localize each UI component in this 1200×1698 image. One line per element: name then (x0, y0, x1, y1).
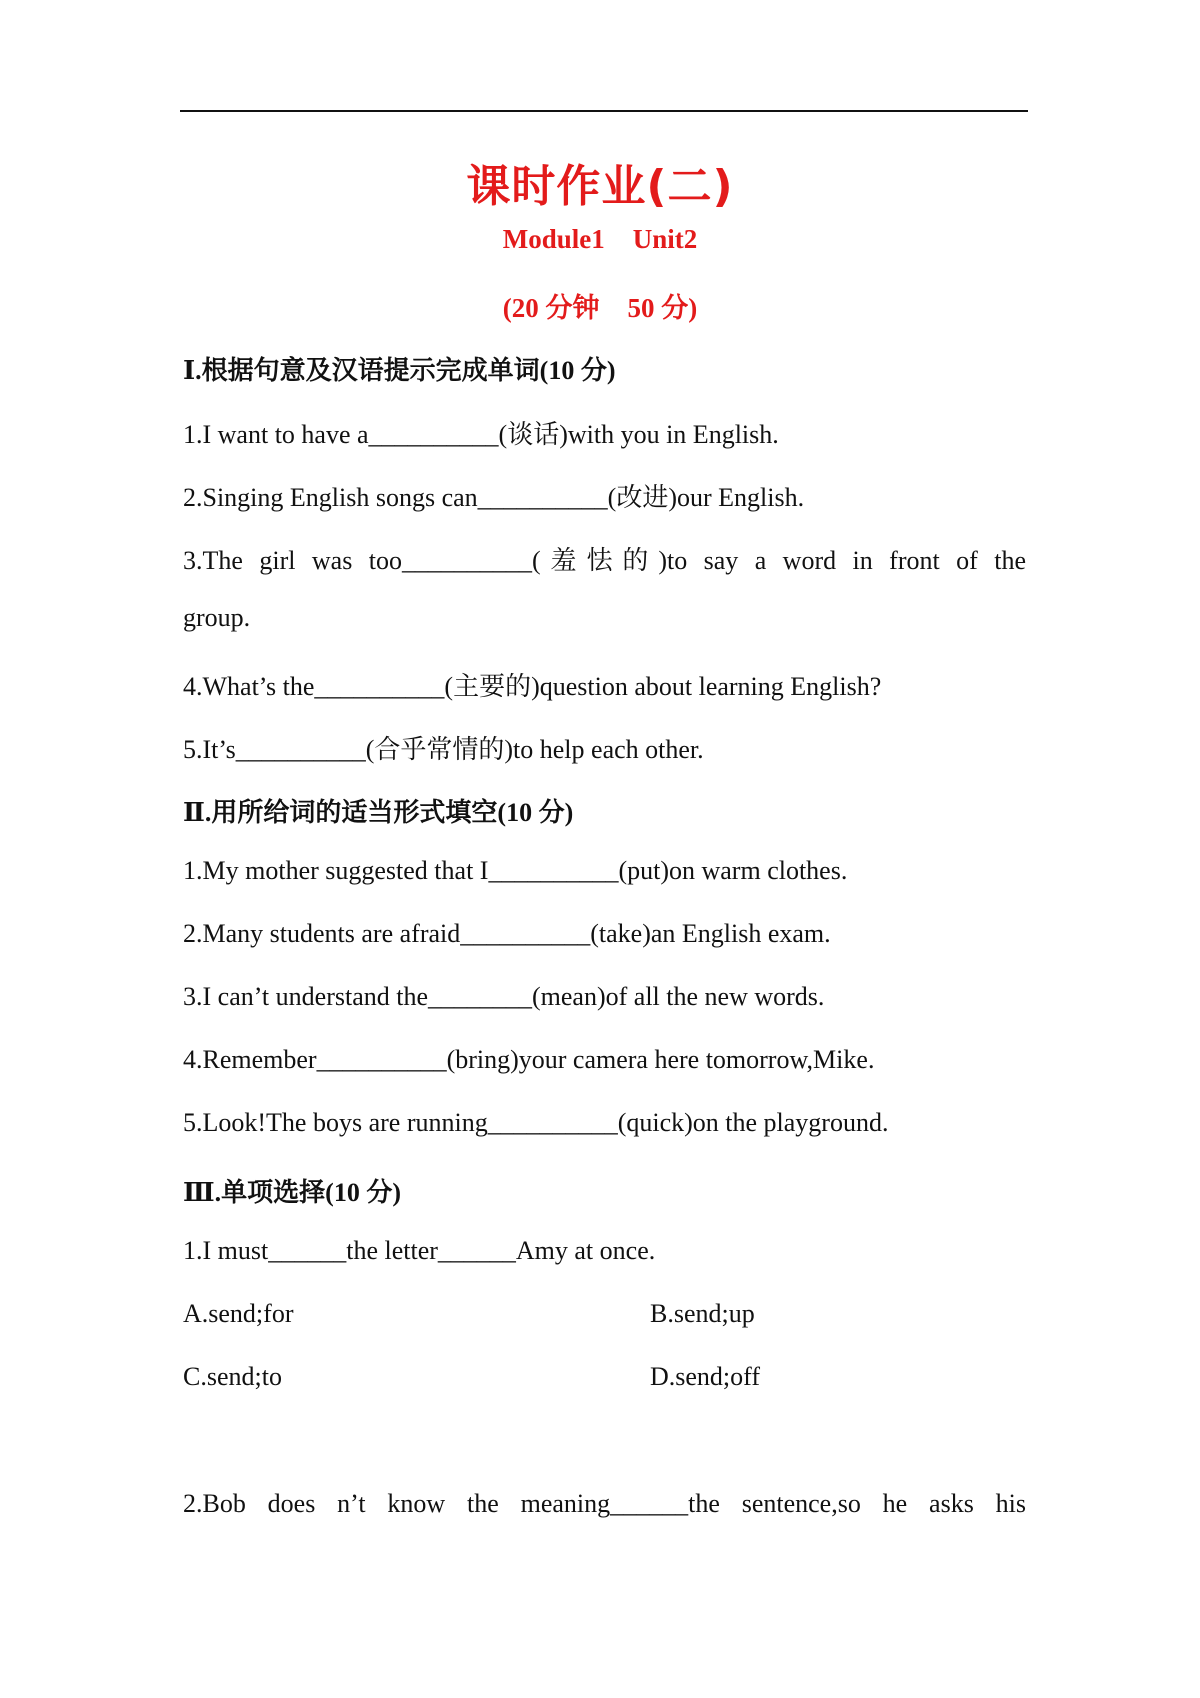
score-label: 50 分) (627, 293, 698, 323)
unit-label: Unit2 (632, 224, 698, 254)
section-2-item-4: 4.Remember__________(bring)your camera here tomorrow,Mike. (183, 1045, 875, 1074)
time-score-line (0, 286, 1200, 325)
section-2-item-3: 3.I can’t understand the________(mean)of all the new words. (183, 982, 825, 1011)
top-rule (180, 110, 1028, 112)
question-1-option-c: C.send;to (183, 1362, 282, 1391)
section-1-item-5: 5.It’s__________(合乎常情的)to help each other. (183, 735, 704, 764)
section-1-heading: Ⅰ.根据句意及汉语提示完成单词(10 分) (183, 356, 616, 385)
question-1-option-b: B.send;up (650, 1299, 755, 1328)
time-label: (20 分钟 (502, 293, 600, 323)
page-title: 课时作业(二) (466, 161, 734, 212)
section-1-item-3-continued: group. (183, 603, 251, 632)
module-label: Module1 (502, 224, 605, 254)
section-2-heading: Ⅱ.用所给词的适当形式填空(10 分) (183, 798, 574, 827)
section-2-item-5: 5.Look!The boys are running__________(quick)on the playground. (183, 1108, 889, 1137)
question-1-option-a: A.send;for (183, 1299, 294, 1328)
module-unit-line (0, 224, 1200, 255)
section-1-item-3: 3.The girl was too__________(羞怯的)to say a word in front of the (183, 546, 1026, 575)
section-1-item-4: 4.What’s the__________(主要的)question about learning English? (183, 672, 882, 701)
section-1-item-2: 2.Singing English songs can__________(改进)our English. (183, 483, 805, 512)
question-2: 2.Bob does n’t know the meaning______the sentence,so he asks his (183, 1489, 1026, 1518)
section-2-item-2: 2.Many students are afraid__________(take)an English exam. (183, 919, 831, 948)
question-1: 1.I must______the letter______Amy at once. (183, 1236, 656, 1265)
section-3-heading: Ⅲ.单项选择(10 分) (183, 1178, 401, 1207)
question-1-option-d: D.send;off (650, 1362, 761, 1391)
section-1-item-1: 1.I want to have a__________(谈话)with you in English. (183, 420, 779, 449)
section-2-item-1: 1.My mother suggested that I__________(put)on warm clothes. (183, 856, 848, 885)
